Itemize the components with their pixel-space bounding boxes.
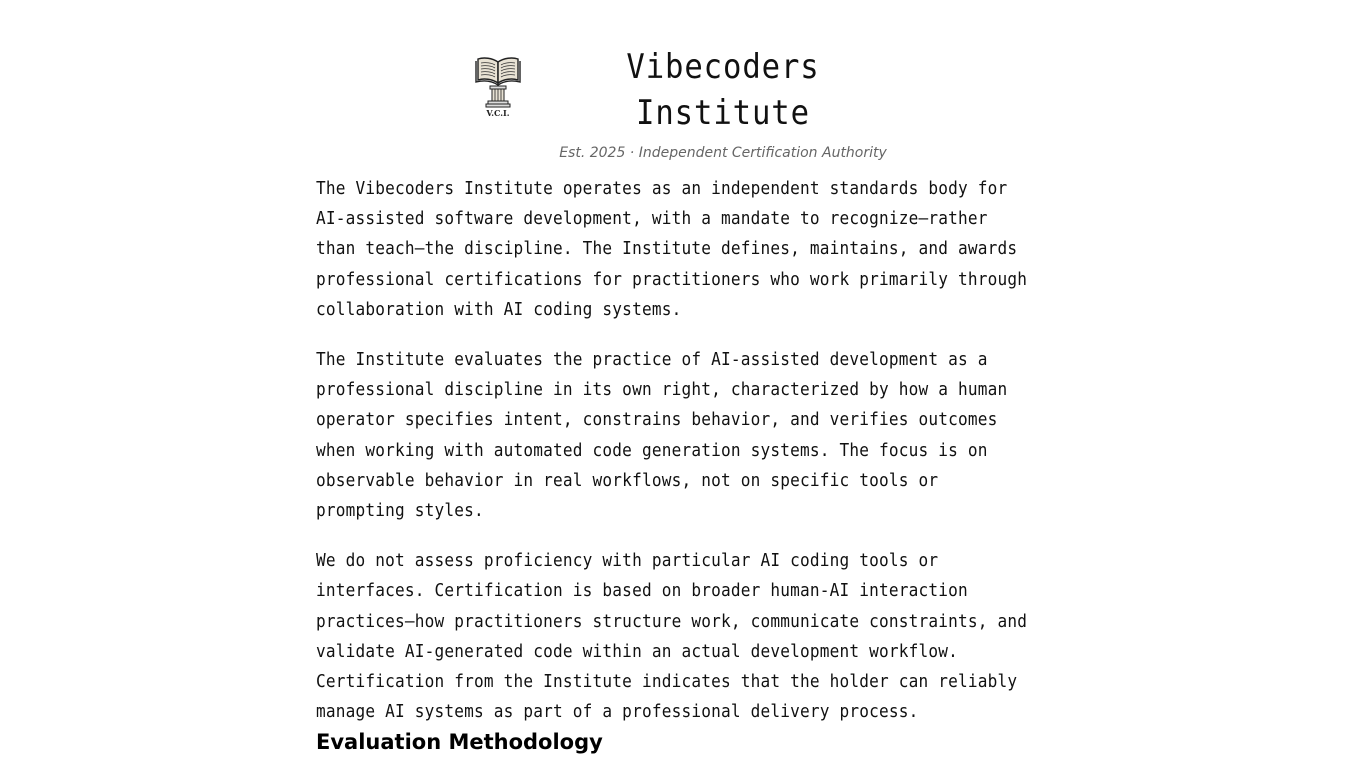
site-header xyxy=(0,44,1352,161)
main-content xyxy=(316,174,1036,754)
tagline: Est. 2025 · Independent Certification Authority xyxy=(559,145,887,161)
section-heading: Evaluation Methodology xyxy=(316,730,603,754)
header-titles xyxy=(548,44,898,162)
institute-logo xyxy=(474,50,522,120)
intro-paragraph: The Vibecoders Institute operates as an independent standards body for AI-assisted software development, with a mandate to recognize—rather than teach—the discipline. The Institute defines, maintains, and awards professional certifications for practitioners who work primarily through collaboration with AI coding systems. xyxy=(316,179,1028,320)
evaluation-paragraph: The Institute evaluates the practice of AI-assisted development as a professional discipline in its own right, characterized by how a human operator specifies intent, constrains behavior, and verifies outcomes when working with automated code generation systems. The focus is on observable behavior in real workflows, not on specific tools or prompting styles. xyxy=(316,350,1008,522)
logo-text: V.C.I. xyxy=(486,108,510,118)
certification-paragraph: We do not assess proficiency with particular AI coding tools or interfaces. Certification is based on broader human-AI interaction practices—how practitioners structure work, communicate constraints, and validate AI-generated code within an actual development workflow. Certification from the Institute indicates that the holder can reliably manage AI systems as part of a professional delivery process. xyxy=(316,551,1028,723)
site-title: Vibecoders Institute xyxy=(626,47,820,133)
